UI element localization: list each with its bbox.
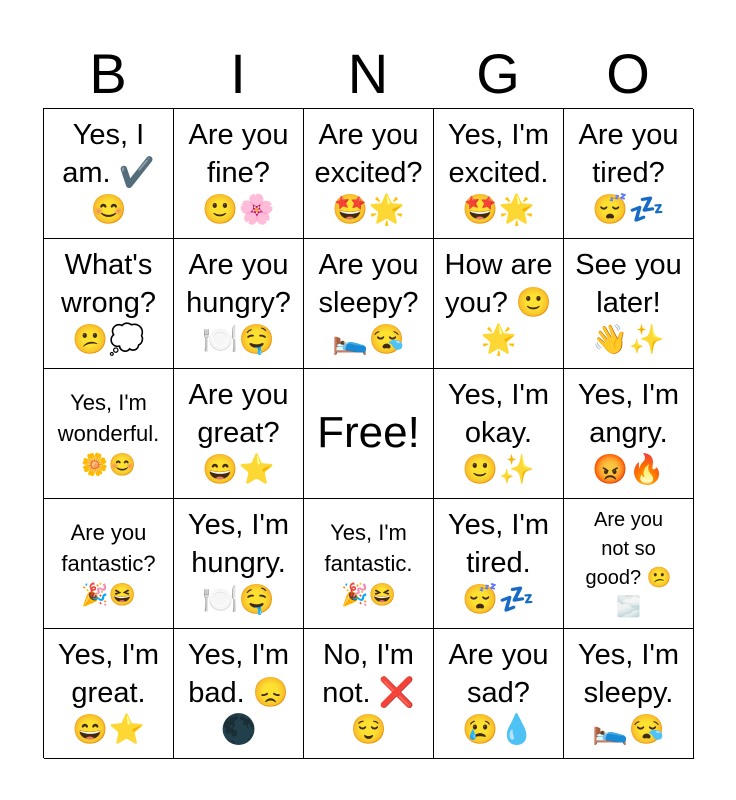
bingo-cell[interactable] [304, 499, 434, 629]
bingo-cell-free[interactable] [304, 369, 434, 499]
cell-text: Are you tired? 😴💤 [578, 118, 679, 227]
bingo-cell[interactable] [174, 629, 304, 759]
cell-text: See you later! 👋✨ [575, 248, 682, 357]
bingo-cell[interactable] [564, 239, 694, 369]
cell-text: Are you fine? 🙂🌸 [188, 118, 289, 227]
bingo-cell[interactable] [564, 499, 694, 629]
bingo-cell[interactable] [304, 629, 434, 759]
cell-text: How are you? 🙂 🌟 [444, 248, 553, 357]
bingo-cell[interactable] [434, 499, 564, 629]
cell-text: Yes, I'm sleepy. 🛌😪 [577, 638, 680, 747]
bingo-cell[interactable] [174, 239, 304, 369]
bingo-cell[interactable] [434, 239, 564, 369]
cell-text: Yes, I'm wonderful. 🌼😊 [57, 389, 160, 478]
bingo-cell[interactable] [174, 109, 304, 239]
header-letter-o: O [606, 41, 650, 105]
bingo-cell[interactable] [44, 109, 174, 239]
cell-text: Yes, I'm angry. 😡🔥 [577, 378, 680, 487]
bingo-cell[interactable] [44, 499, 174, 629]
cell-text: Yes, I'm fantastic. 🎉😆 [324, 519, 413, 608]
bingo-cell[interactable] [174, 499, 304, 629]
cell-text: Are you not so good? 😕 🌫️ [585, 508, 672, 618]
cell-text: Yes, I'm excited. 🤩🌟 [447, 118, 550, 227]
cell-text: Yes, I'm bad. 😞 🌑 [187, 638, 290, 747]
cell-text: Yes, I'm great. 😄⭐ [57, 638, 160, 747]
bingo-cell[interactable] [434, 629, 564, 759]
cell-text: Are you sleepy? 🛌😪 [318, 248, 419, 357]
header-letter-i: I [230, 41, 246, 105]
cell-text: Are you fantastic? 🎉😆 [61, 519, 156, 608]
cell-text: Are you hungry? 🍽️🤤 [186, 248, 291, 357]
bingo-cell[interactable] [44, 239, 174, 369]
bingo-cell[interactable] [434, 369, 564, 499]
bingo-cell[interactable] [174, 369, 304, 499]
bingo-cell[interactable] [564, 369, 694, 499]
bingo-cell[interactable] [564, 629, 694, 759]
bingo-header [43, 38, 693, 108]
cell-text: Are you excited? 🤩🌟 [314, 118, 423, 227]
cell-text: Yes, I'm okay. 🙂✨ [447, 378, 550, 487]
header-letter-b: B [89, 41, 127, 105]
cell-text: Yes, I'm hungry. 🍽️🤤 [187, 508, 290, 617]
bingo-cell[interactable] [44, 369, 174, 499]
header-letter-n: N [347, 41, 389, 105]
cell-text: Free! [317, 408, 420, 458]
bingo-board [43, 108, 693, 758]
cell-text: Yes, I'm tired. 😴💤 [447, 508, 550, 617]
header-letter-g: G [476, 41, 520, 105]
bingo-cell[interactable] [304, 239, 434, 369]
cell-text: No, I'm not. ❌ 😌 [322, 638, 415, 747]
cell-text: Are you sad? 😢💧 [448, 638, 549, 747]
bingo-cell[interactable] [434, 109, 564, 239]
bingo-cell[interactable] [44, 629, 174, 759]
bingo-cell[interactable] [304, 109, 434, 239]
cell-text: What's wrong? 😕💭 [60, 248, 157, 357]
cell-text: Yes, I am. ✔️ 😊 [62, 118, 155, 227]
bingo-cell[interactable] [564, 109, 694, 239]
cell-text: Are you great? 😄⭐ [188, 378, 289, 487]
